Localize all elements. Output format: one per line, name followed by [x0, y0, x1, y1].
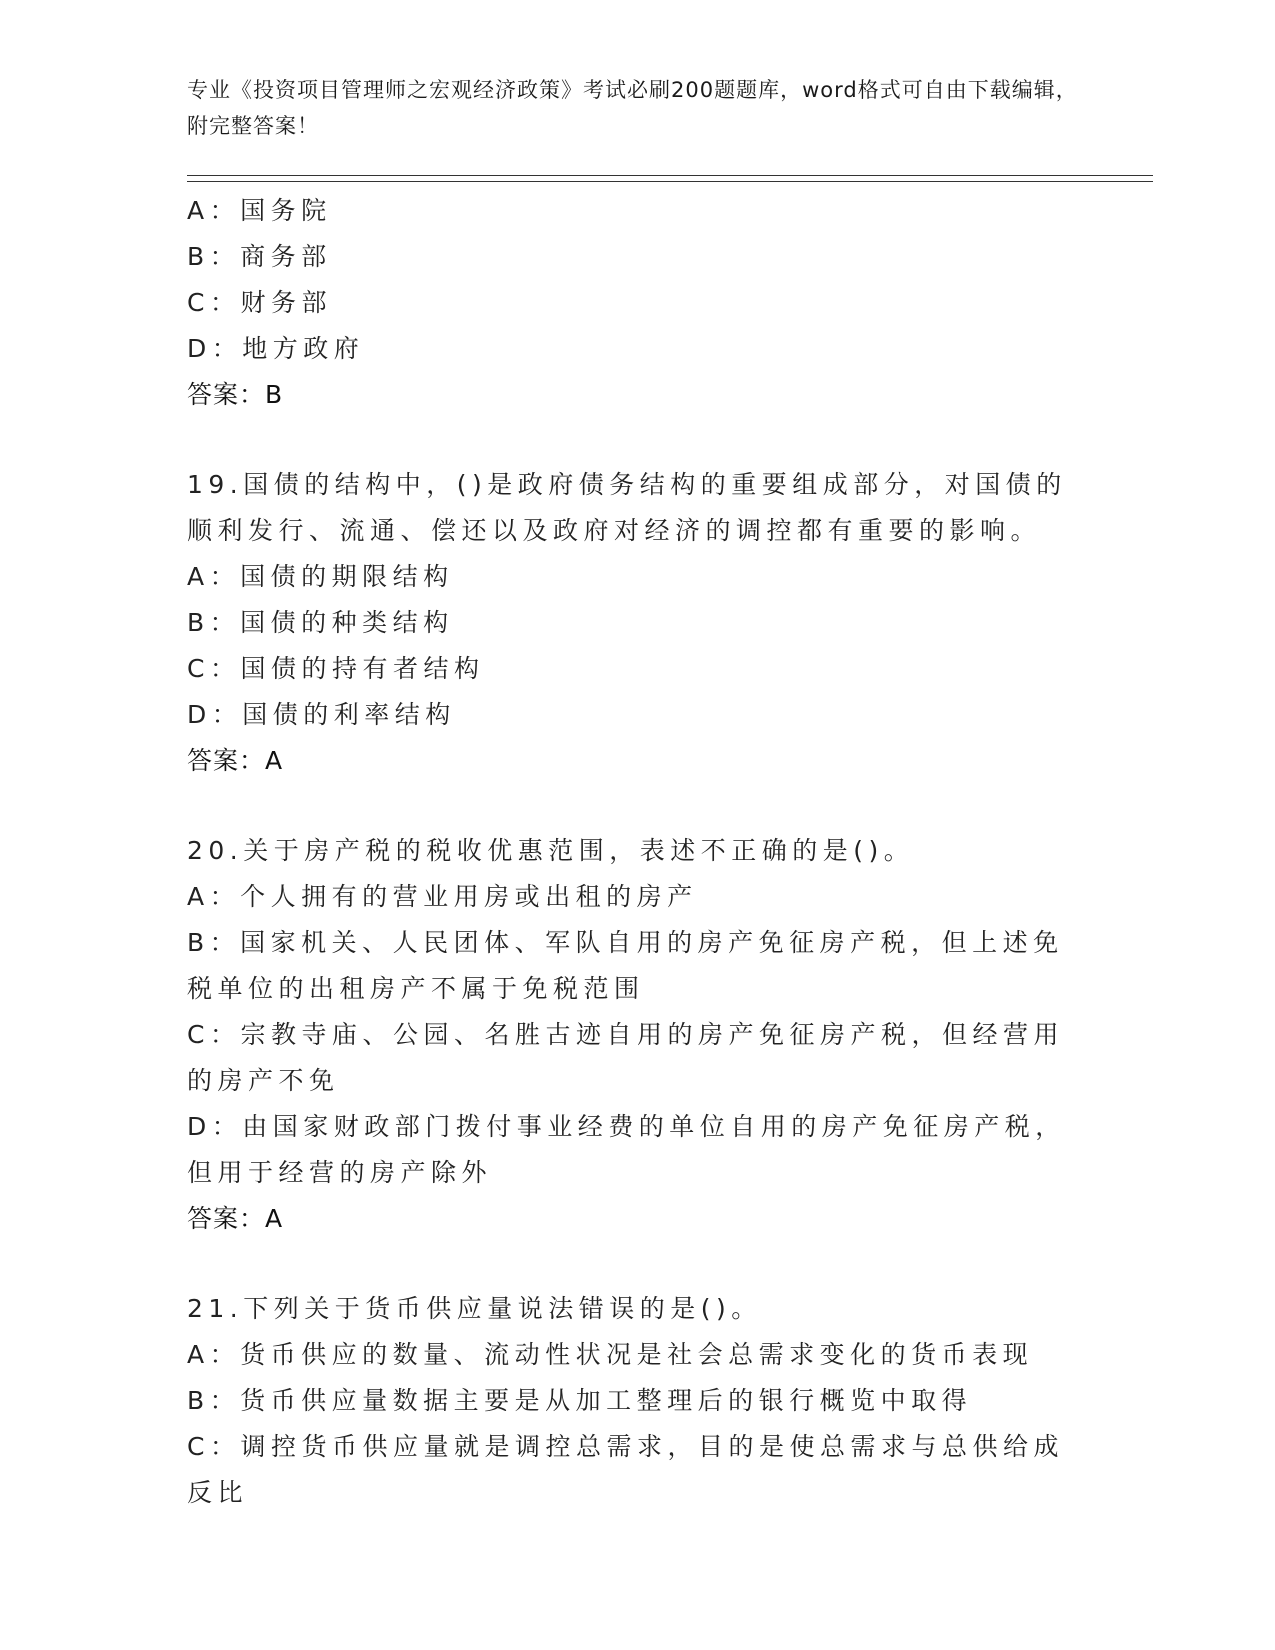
q19-stem: 19.国债的结构中，()是政府债务结构的重要组成部分，对国债的顺利发行、流通、偿还以及政府对经济的调控都有重要的影响。	[187, 470, 1067, 545]
q20-option-a: A：个人拥有的营业用房或出租的房产	[187, 882, 698, 911]
q20-option-b: B：国家机关、人民团体、军队自用的房产免征房产税，但上述免税单位的出租房产不属于免税范围	[187, 928, 1064, 1003]
q19-option-c: C：国债的持有者结构	[187, 654, 485, 683]
header-intro-text: 专业《投资项目管理师之宏观经济政策》考试必刷200题题库，word格式可自由下载编辑，附完整答案！	[187, 78, 1078, 138]
q20-option-c: C：宗教寺庙、公园、名胜古迹自用的房产免征房产税，但经营用的房产不免	[187, 1020, 1064, 1095]
question-21	[187, 1286, 1087, 1516]
q20-option-d: D：由国家财政部门拨付事业经费的单位自用的房产免征房产税，但用于经营的房产除外	[187, 1112, 1066, 1187]
q18-answer: 答案：B	[187, 380, 284, 409]
q21-option-b: B：货币供应量数据主要是从加工整理后的银行概览中取得	[187, 1386, 973, 1415]
q20-answer: 答案：A	[187, 1204, 284, 1233]
q21-option-a: A：货币供应的数量、流动性状况是社会总需求变化的货币表现	[187, 1340, 1034, 1369]
header-divider-top	[187, 175, 1153, 176]
question-20	[187, 828, 1087, 1242]
spacer	[187, 784, 1087, 828]
q20-stem: 20.关于房产税的税收优惠范围，表述不正确的是()。	[187, 836, 915, 865]
q19-option-d: D：国债的利率结构	[187, 700, 456, 729]
q19-option-a: A：国债的期限结构	[187, 562, 454, 591]
header-divider-bottom	[187, 181, 1153, 182]
spacer	[187, 1242, 1087, 1286]
question-19	[187, 462, 1087, 784]
q21-stem: 21.下列关于货币供应量说法错误的是()。	[187, 1294, 762, 1323]
q18-option-a: A：国务院	[187, 196, 332, 225]
document-header	[187, 72, 1087, 144]
q21-option-c: C：调控货币供应量就是调控总需求，目的是使总需求与总供给成反比	[187, 1432, 1064, 1507]
q18-option-b: B：商务部	[187, 242, 332, 271]
q18-option-c: C：财务部	[187, 288, 332, 317]
spacer	[187, 418, 1087, 462]
q18-option-d: D：地方政府	[187, 334, 365, 363]
q19-option-b: B：国债的种类结构	[187, 608, 454, 637]
q19-answer: 答案：A	[187, 746, 284, 775]
question-list	[187, 188, 1087, 1516]
question-18	[187, 188, 1087, 418]
